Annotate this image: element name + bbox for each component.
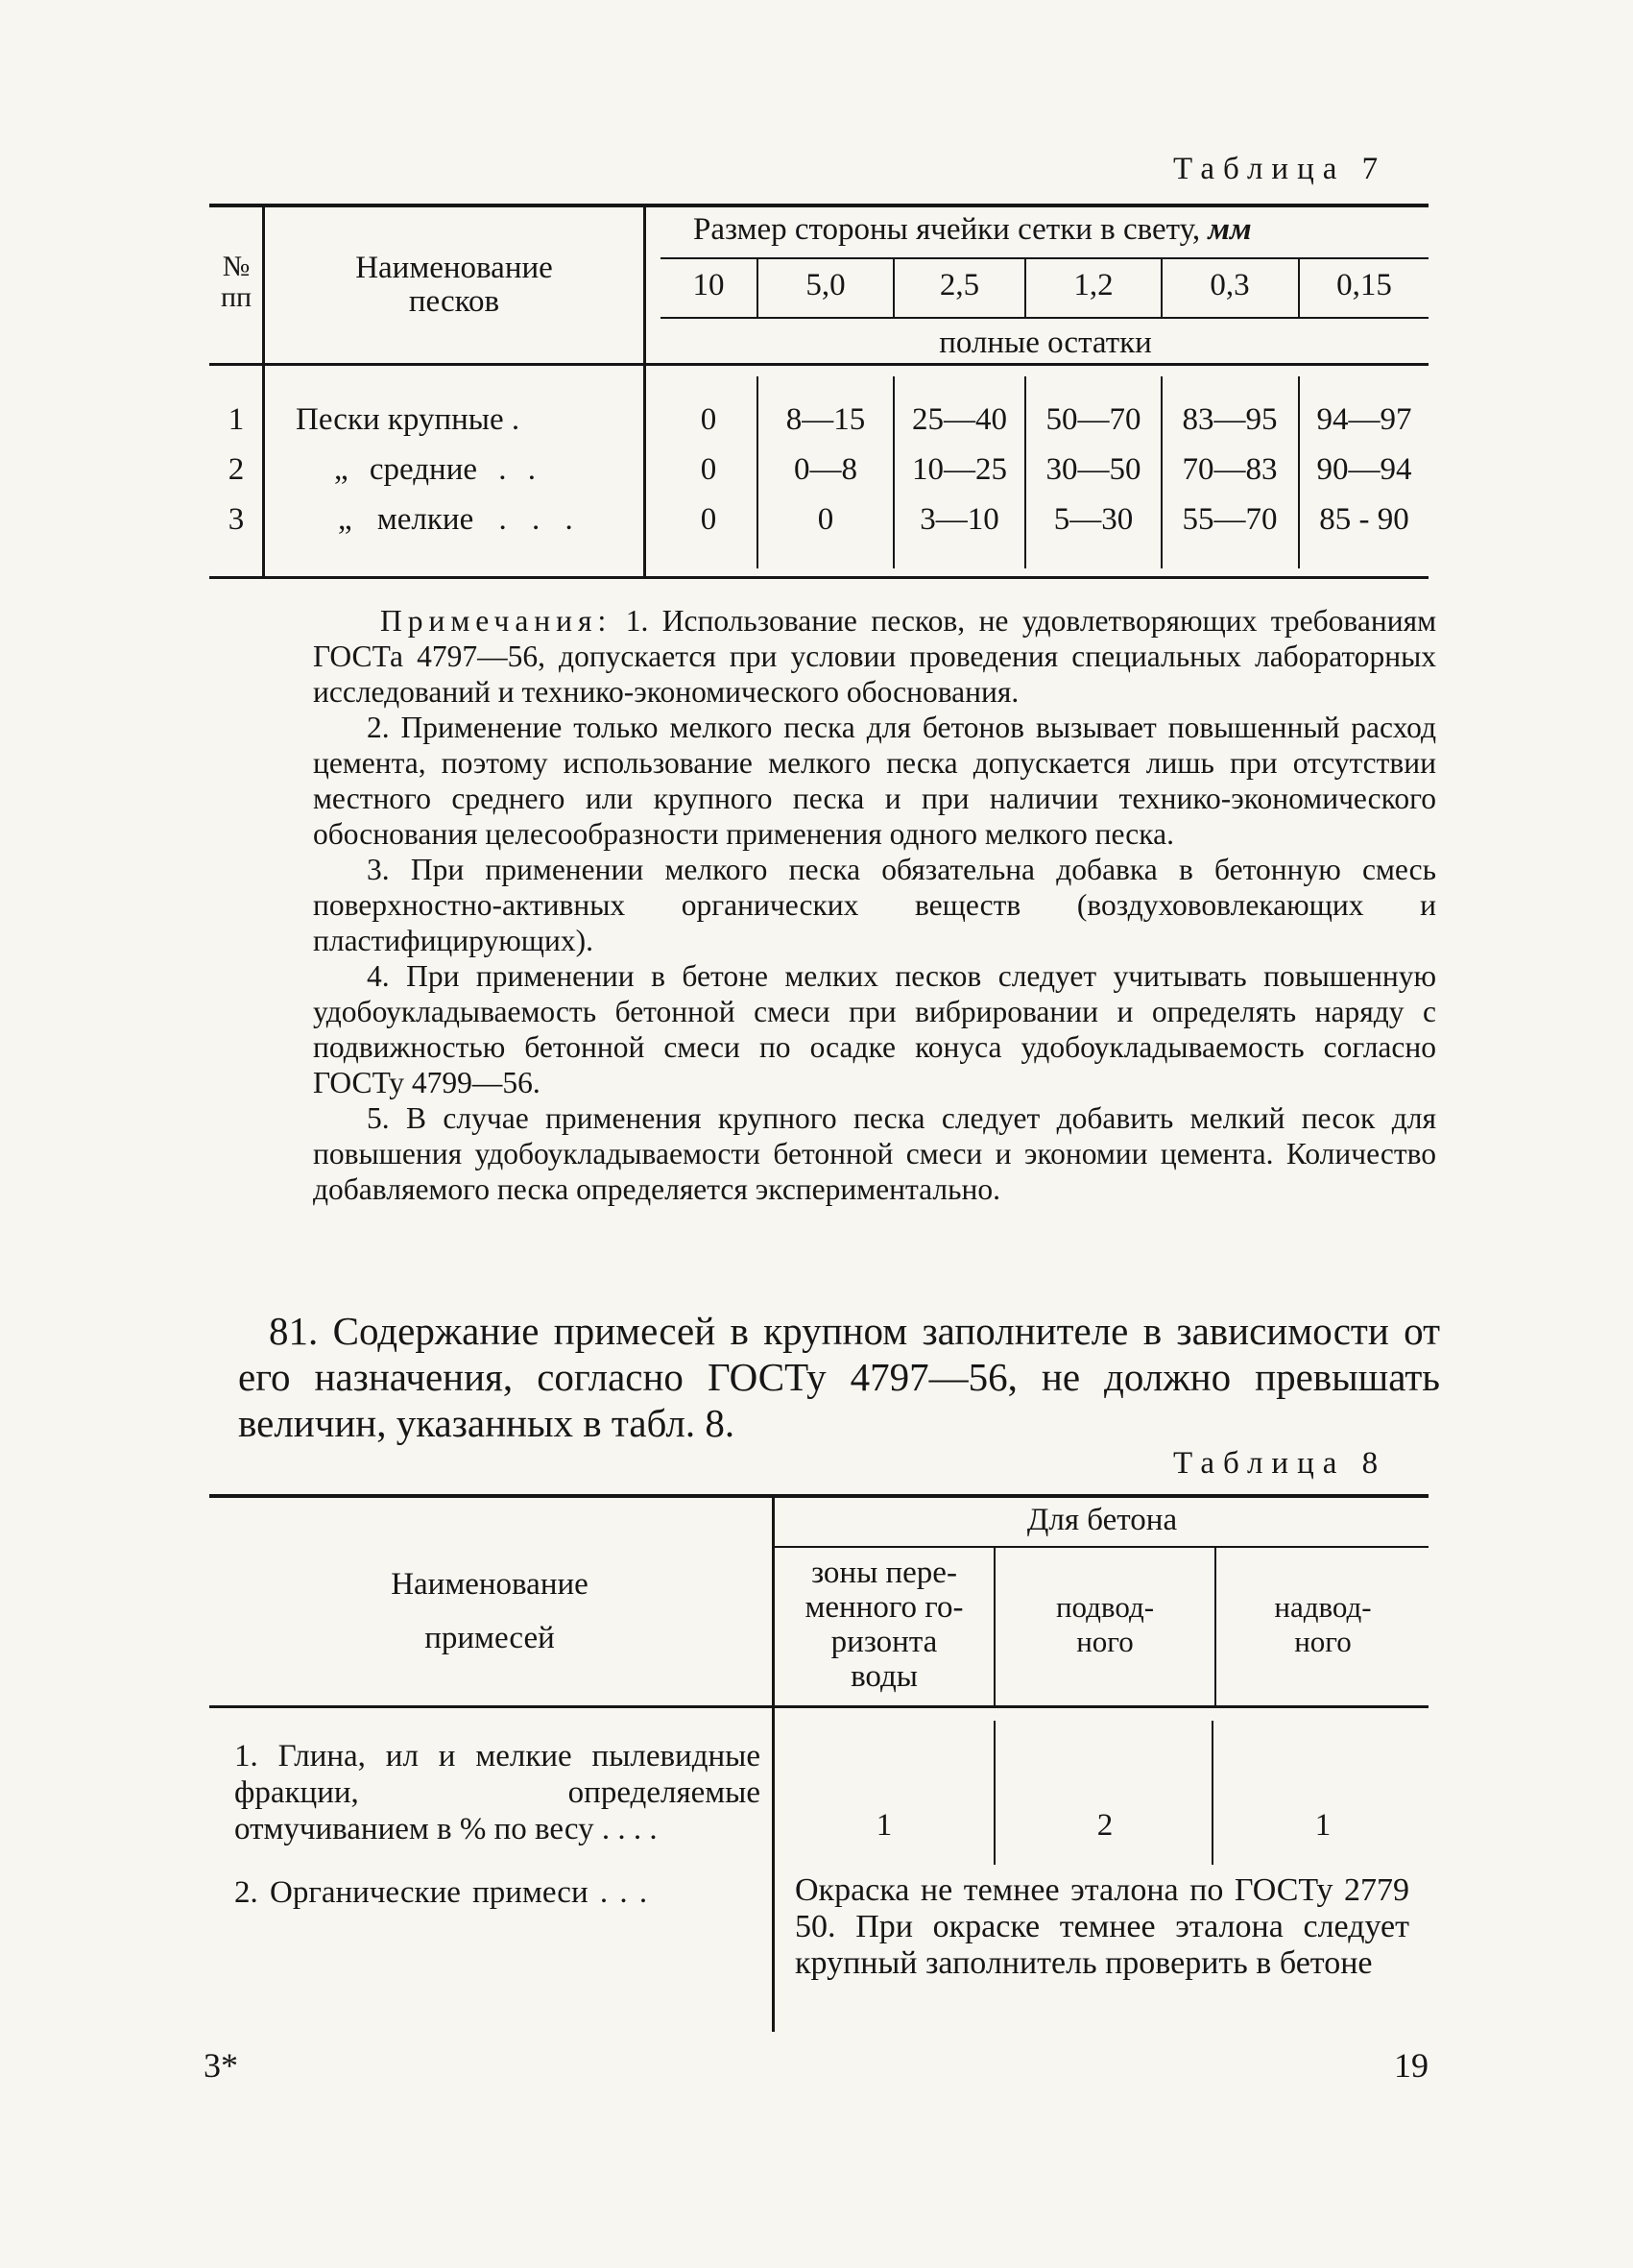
table8-row-1-v1: 2 — [1096, 1808, 1114, 1843]
note-3: 3. При применении мелкого песка обязательна добавка в бетонную смесь поверхностно-активных органических веществ (воздухововлекающих и пластифицирующих). — [313, 853, 1436, 957]
table7-row-3-v2: 3—10 — [920, 502, 999, 537]
table7-vline-num — [262, 205, 265, 576]
table8-vline-name — [772, 1496, 775, 2032]
table7-sieve-unit: мм — [1208, 212, 1252, 247]
table7-header-rule — [209, 363, 1429, 366]
table7-row-2-num: 2 — [228, 452, 245, 487]
note-5: 5. В случае применения крупного песка следует добавить мелкий песок для повышения удобоукладываемости бетонной смеси и экономии цемента. Количество добавляемого песка определяется экспериментально. — [313, 1101, 1436, 1206]
table8-row-2-merged: Окраска не темнее эталона по ГОСТу 2779 50. При окраске темнее эталона следует крупный заполнитель проверить в бетоне — [795, 1872, 1409, 1981]
note-1: Примечания: 1. Использование песков, не удовлетворяющих требованиям ГОСТа 4797—56, допускается при условии проведения специальных лабораторных исследований и технико-экономического обоснования. — [313, 604, 1437, 709]
paragraph-81: 81. Содержание примесей в крупном заполнителе в зависимости от его назначения, согласно ГОСТу 4797—56, не должно превышать величин, указанных в табл. 8. — [238, 1309, 1440, 1445]
table7-top-rule — [209, 204, 1429, 207]
note-2: 2. Применение только мелкого песка для бетонов вызывает повышенный расход цемента, поэтому использование мелкого песка допускается лишь при отсутствии местного среднего или крупного песка и при наличии технико-экономического обоснования целесообразности применения одного мелкого песка. — [313, 711, 1436, 851]
table7-size-4: 0,3 — [1210, 268, 1250, 302]
table7-row-2-v2: 10—25 — [912, 452, 1007, 487]
table7-header-num: № пп — [220, 251, 252, 313]
table7-row-1-v5: 94—97 — [1316, 402, 1412, 437]
table7-row-2-v0: 0 — [700, 452, 717, 487]
table8-top-rule — [209, 1494, 1429, 1498]
page-number: 19 — [1394, 2046, 1429, 2085]
table7-header-sieve — [693, 213, 1432, 247]
table7-header-name: Наименование песков — [355, 251, 553, 319]
table7-row-3-v5: 85 - 90 — [1319, 502, 1409, 537]
table7-row-3-v0: 0 — [700, 502, 717, 537]
table7-row-1-v4: 83—95 — [1182, 402, 1278, 437]
note-4: 4. При применении в бетоне мелких песков следует учитывать повышенную удобоукладываемость бетонной смеси при вибрировании и определять наряду с подвижностью бетонной смеси по осадке конуса удобоукладываемость согласно ГОСТу 4799—56. — [313, 959, 1436, 1099]
table8-header-name: Наименование примесей — [391, 1567, 588, 1655]
table7-row-2-v3: 30—50 — [1045, 452, 1141, 487]
table8-header-col2: подвод- ного — [1055, 1590, 1155, 1658]
table7-row-1-name: Пески крупные . — [296, 402, 520, 437]
table7-row-3-num: 3 — [228, 502, 245, 537]
table8-header-col1: зоны пере- менного го- ризонта воды — [804, 1556, 964, 1694]
table8-row-1-v2: 1 — [1314, 1808, 1332, 1843]
table7-row-3-v3: 5—30 — [1053, 502, 1134, 537]
table7-size-3: 1,2 — [1073, 268, 1114, 302]
table8-group-rule — [774, 1546, 1429, 1548]
table7-row-2-v5: 90—94 — [1316, 452, 1412, 487]
table7-size-rule — [660, 257, 1429, 259]
table8-caption: Таблица 8 — [1173, 1446, 1387, 1481]
signature-mark: 3* — [204, 2046, 238, 2085]
table7-row-1-v3: 50—70 — [1045, 402, 1141, 437]
table7-row-1-num: 1 — [228, 402, 245, 437]
table8-row-1-name: 1. Глина, ил и мелкие пылевидные фракции, определяемые отмучиванием в % по весу . . . . — [234, 1739, 760, 1846]
table7-sieve-title: Размер стороны ячейки сетки в свету, — [693, 212, 1201, 247]
table8-row-2-name: 2. Органические примеси . . . — [234, 1875, 648, 1910]
table7-row-1-v1: 8—15 — [785, 402, 866, 437]
table7-row-2-v1: 0—8 — [794, 452, 857, 487]
table8-vline-c2 — [1214, 1548, 1216, 1705]
table8-body-vline-c1 — [994, 1721, 996, 1865]
table7-row-2-name: „ средние . . — [334, 452, 537, 487]
table7-size-1: 5,0 — [805, 268, 846, 302]
table7-bottom-rule — [209, 576, 1429, 579]
table7-residue-label: полные остатки — [939, 326, 1152, 360]
table7-vline-name — [643, 205, 646, 576]
table7-row-2-v4: 70—83 — [1182, 452, 1278, 487]
table8-header-group: Для бетона — [1026, 1503, 1178, 1537]
table7-row-1-v0: 0 — [700, 402, 717, 437]
table7-size-5: 0,15 — [1336, 268, 1392, 302]
table7-row-3-v1: 0 — [817, 502, 834, 537]
table7-residue-rule — [660, 317, 1429, 319]
table7-row-3-v4: 55—70 — [1182, 502, 1278, 537]
table8-header-rule — [209, 1705, 1429, 1708]
table7-caption: Таблица 7 — [1173, 152, 1387, 186]
table8-body-vline-c2 — [1212, 1721, 1213, 1865]
table7-size-0: 10 — [692, 268, 725, 302]
table8-vline-c1 — [994, 1548, 996, 1705]
notes-block — [313, 603, 1436, 1207]
table8-row-1-v0: 1 — [876, 1808, 893, 1843]
notes-label: Примечания: — [380, 604, 612, 638]
table7-row-1-v2: 25—40 — [912, 402, 1007, 437]
table7-size-2: 2,5 — [939, 268, 980, 302]
table7-row-3-name: „ мелкие . . . — [338, 502, 573, 537]
table8-header-col3: надвод- ного — [1274, 1590, 1372, 1658]
